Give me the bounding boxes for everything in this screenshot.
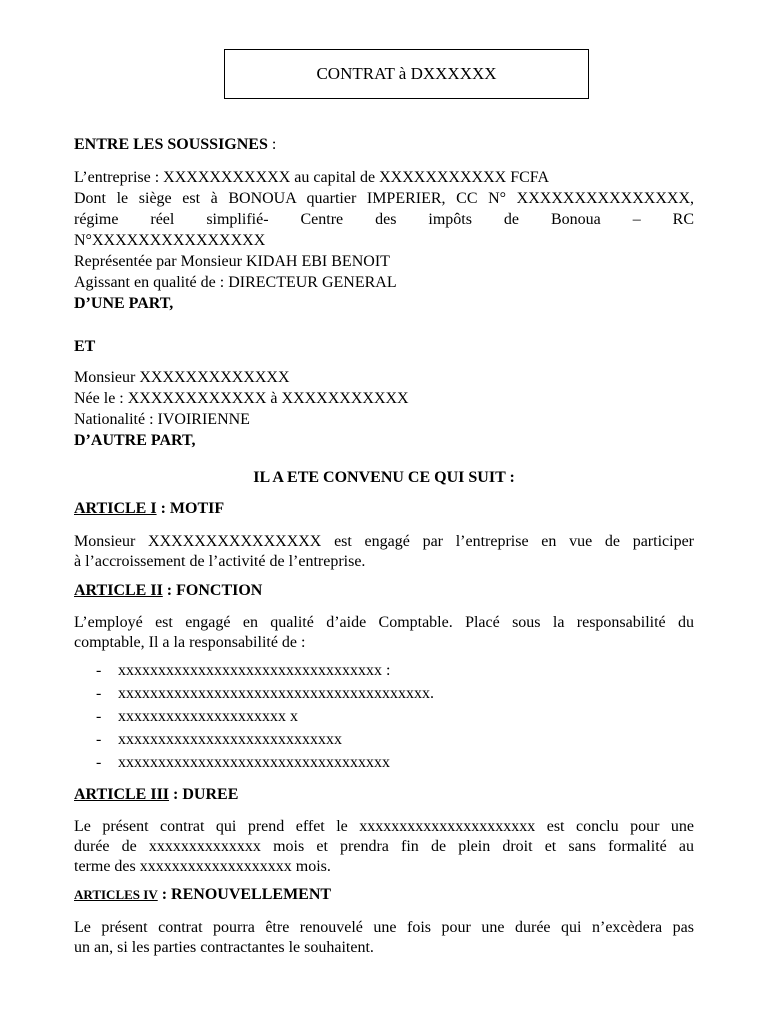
agreement-heading: IL A ETE CONVENU CE QUI SUIT : [253, 469, 515, 486]
document-title [224, 49, 589, 99]
article-4-body [74, 918, 694, 958]
employee-name: Monsieur XXXXXXXXXXXXX [74, 369, 290, 386]
list-item [74, 661, 694, 684]
seat-line-3: N°XXXXXXXXXXXXXXX [74, 232, 266, 249]
seat-line-1: Dont le siège est à BONOUA quartier IMPERIER, CC N° XXXXXXXXXXXXXXX, [74, 190, 694, 207]
article-2-body [74, 613, 694, 653]
article-3-line-3: terme des xxxxxxxxxxxxxxxxxxx mois. [74, 858, 331, 875]
article-4-line-2: un an, si les parties contractantes le souhaitent. [74, 939, 374, 956]
article-2-title: : FONCTION [162, 582, 263, 599]
document-title-text: CONTRAT à DXXXXXX [316, 64, 497, 83]
article-4-heading [74, 885, 694, 905]
article-3-line-2: durée de xxxxxxxxxxxxxx mois et prendra fin de plein droit et sans formalité au [74, 838, 694, 855]
article-1-line-1: Monsieur XXXXXXXXXXXXXXX est engagé par l’entreprise en vue de participer [74, 533, 694, 550]
article-3-heading [74, 785, 694, 805]
bullet-dash: - [96, 685, 102, 702]
list-item-text: xxxxxxxxxxxxxxxxxxxxxxxxxxxxxxxxxxxxxxx. [118, 685, 434, 702]
part-two: D’AUTRE PART, [74, 432, 196, 449]
list-item [74, 707, 694, 730]
part-one: D’UNE PART, [74, 295, 174, 312]
list-item [74, 730, 694, 753]
employee-nationality: Nationalité : IVOIRIENNE [74, 411, 250, 428]
article-2-label: ARTICLE II [74, 582, 163, 599]
list-item-text: xxxxxxxxxxxxxxxxxxxxxxxxxxxxxxxxx : [118, 662, 391, 679]
parties-heading [74, 135, 694, 155]
employee-block [74, 368, 694, 451]
article-1-label: ARTICLE I [74, 500, 157, 517]
article-2-line-2: comptable, Il a la responsabilité de : [74, 634, 306, 651]
list-item-text: xxxxxxxxxxxxxxxxxxxxxxxxxxxx [118, 731, 342, 748]
list-item [74, 684, 694, 707]
list-item [74, 753, 694, 776]
article-2-line-1: L’employé est engagé en qualité d’aide Comptable. Placé sous la responsabilité du [74, 614, 694, 631]
company-line: L’entreprise : XXXXXXXXXXX au capital de XXXXXXXXXXX FCFA [74, 169, 550, 186]
article-4-title: : RENOUVELLEMENT [157, 886, 332, 903]
article-1-line-2: à l’accroissement de l’activité de l’entreprise. [74, 553, 366, 570]
acting-as: Agissant en qualité de : DIRECTEUR GENERAL [74, 274, 397, 291]
and-separator: ET [74, 338, 96, 355]
employee-born: Née le : XXXXXXXXXXXX à XXXXXXXXXXX [74, 390, 409, 407]
bullet-dash: - [96, 731, 102, 748]
article-3-body [74, 817, 694, 877]
article-3-label: ARTICLE III [74, 786, 170, 803]
responsibility-list [74, 661, 694, 776]
list-item-text: xxxxxxxxxxxxxxxxxxxxxxxxxxxxxxxxxx [118, 754, 390, 771]
company-block [74, 168, 694, 314]
article-1-body [74, 532, 694, 572]
represented-by: Représentée par Monsieur KIDAH EBI BENOIT [74, 253, 390, 270]
article-4-line-1: Le présent contrat pourra être renouvelé une fois pour une durée qui n’excèdera pas [74, 919, 694, 936]
list-item-text: xxxxxxxxxxxxxxxxxxxxx x [118, 708, 298, 725]
parties-heading-colon: : [267, 136, 277, 153]
article-3-line-1: Le présent contrat qui prend effet le xxxxxxxxxxxxxxxxxxxxxx est conclu pour une [74, 818, 694, 835]
parties-heading-text: ENTRE LES SOUSSIGNES [74, 136, 268, 153]
bullet-dash: - [96, 662, 102, 679]
bullet-dash: - [96, 708, 102, 725]
article-1-heading [74, 499, 694, 519]
article-4-label: ARTICLES IV [74, 887, 158, 902]
article-2-heading [74, 581, 694, 601]
seat-line-2: régime réel simplifié- Centre des impôts de Bonoua – RC [74, 211, 694, 228]
article-3-title: : DUREE [169, 786, 239, 803]
bullet-dash: - [96, 754, 102, 771]
article-1-title: : MOTIF [156, 500, 225, 517]
